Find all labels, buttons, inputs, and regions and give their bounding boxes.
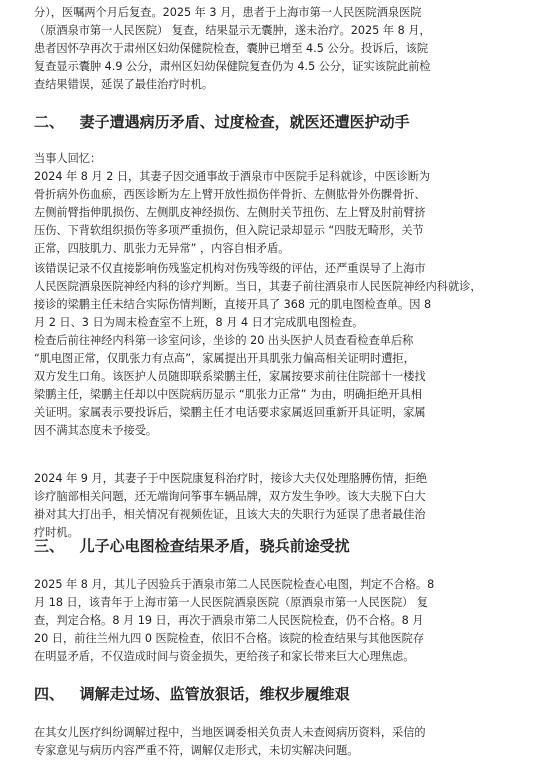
section-heading-4: 四、 调解走过场、监管放狠话，维权步履维艰 — [34, 685, 350, 703]
paragraph-wife-records: 当事人回忆： 2024 年 8 月 2 日，其妻子因交通事故于酒泉市中医院手足科就诊，中医诊断为 骨折病外伤血瘀，西医诊断为左上臂开放性损伤伴骨折、左侧肱骨外伤髁骨折、 左侧前臂指伸肌损伤、左侧肌皮神经损伤、左侧肘关节扭伤、左上臂及肘前臂挤 压伤、下背软组织损伤等多项严重损伤，但入院记录却显示 “四肢无畸形，关节 正常，四肢肌力、肌张力无异常” ，内容自相矛盾。 — [34, 152, 431, 255]
section-heading-3: 三、 儿子心电图检查结果矛盾，骁兵前途受扰 — [34, 537, 350, 555]
paragraph-daughter-cyst-end: 分），医嘱两个月后复查。2025 年 3 月，患者于上海市第一人民医院酒泉医院 （原酒泉市第一人民医院） 复查，结果显示无囊肿，遂未治疗。2025 年 8 月， 患者因怀孕再次于肃州区妇幼保健院检查，囊肿已增至 4.5 公分。投诉后，该院 复查显示囊肿 4.9 公分，肃州区妇幼保健院复查仍为 4.5 公分，证实该院此前检 查结果错误，延误了最佳治疗时机。 — [34, 6, 431, 91]
paragraph-mediation: 在其女儿医疗纠纷调解过程中，当地医调委相关负责人未查阅病历资料，采信的 专家意见与病历内容严重不符，调解仅走形式，未切实解决问题。 — [34, 726, 426, 757]
paragraph-son-ecg: 2025 年 8 月，其儿子因验兵于酒泉市第二人民医院检查心电图，判定不合格。8 月 18 日，该青年于上海市第一人民医院酒泉医院（原酒泉市第一人民医院） 复 查，判定合格。8 月 19 日，再次于酒泉市第二人民医院检查，仍不合格。8 月 20 日，前往兰州九四 0 医院检查，依旧不合格。该院的检查结果与其他医院存 在明显矛盾，不仅造成时间与资金损失，更给孩子和家长带来巨大心理焦虑。 — [34, 578, 435, 663]
section-heading-2: 二、 妻子遭遇病历矛盾、过度检查，就医还遭医护动手 — [34, 113, 410, 131]
paragraph-rehab-assault: 2024 年 9 月，其妻子于中医院康复科治疗时，接诊大夫仅处理胳膊伤情，拒绝 诊疗脑部相关问题，还无端询问筝事车辆品牌，双方发生争吵。该大夫脱下白大 褂对其大打出手，相关情况有视频佐证，且该大夫的失职行为延误了患者最佳治 疗时机。 — [34, 472, 428, 539]
paragraph-emg-exam: 该错误记录不仅直接影响伤残鉴定机构对伤残等级的评估，还严重误导了上海市 人民医院酒泉医院神经内科的诊疗判断。当日，其妻子前往酒泉市人民医院神经内科就诊， 接诊的梁鹏主任未结合实际伤情判断，直接开具了 368 元的肌电图检查单。因 8 月 2 日、3 日为周末检查室不上班，8 月 4 日才完成肌电图检查。 检查后前往神经内科第一诊室问诊，坐诊的 20 出头医护人员查看检查单后称 “肌电图正常，仅肌张力有点高”，家属提出开具肌张力偏高相关证明时遭拒， 双方发生口角。该医护人员随即联系梁鹏主任，家属按要求前往住院部十一楼找 梁鹏主任，梁鹏主任却以中医院病历显示 “肌张力正常” 为由，明确拒绝开具相 关证明。家属表示要投诉后，梁鹏主任才电话要求家属返回重新开具证明，家属 因不满其态度未予接受。 — [34, 262, 482, 437]
